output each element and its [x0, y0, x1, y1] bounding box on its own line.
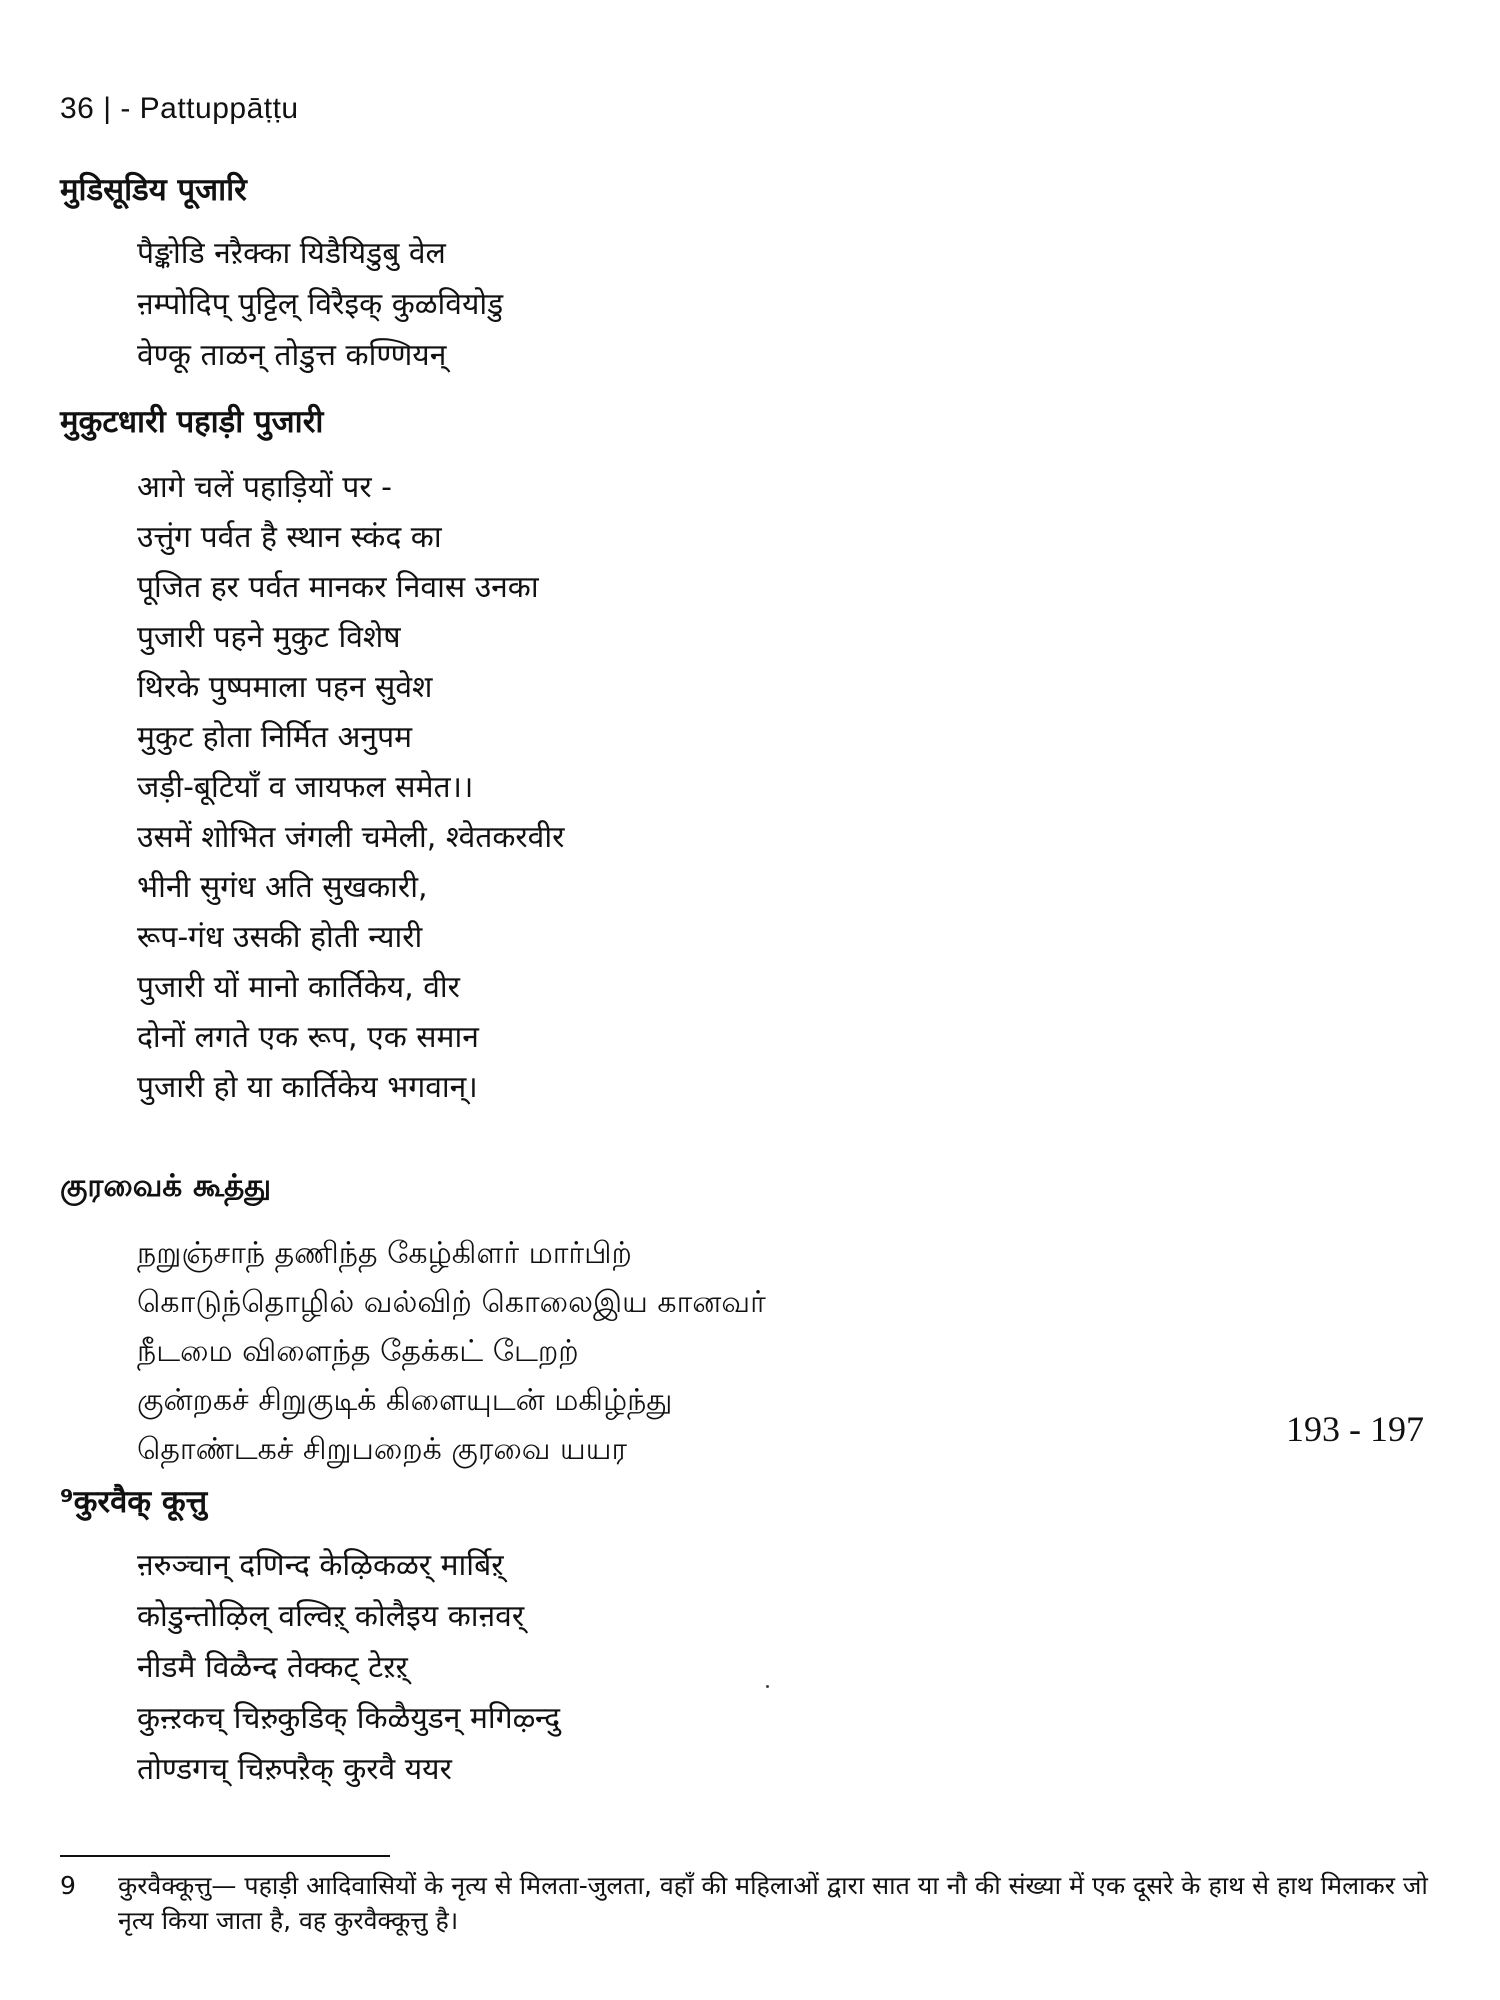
- verse-block-1: [137, 228, 503, 381]
- verse-line: थिरके पुष्पमाला पहन सुवेश: [137, 670, 433, 705]
- verse-line: ऩम्पोदिप् पुट्टिल् विरैइक् कुळवियोडु: [137, 287, 504, 322]
- verse-line: पूजित हर पर्वत मानकर निवास उनका: [137, 570, 539, 605]
- section-heading-3: குரவைக் கூத்து: [60, 1168, 272, 1204]
- footnote-number: 9: [60, 1871, 76, 1900]
- verse-line: कोडुन्तोऴिल् वल्विऱ् कोलैइय काऩवर्: [137, 1599, 525, 1634]
- verse-line: कुऩ्ऱकच् चिऱुकुडिक् किळैयुडन् मगिऴ्न्दु: [137, 1701, 561, 1736]
- verse-line: आगे चलें पहाड़ियों पर -: [137, 470, 392, 505]
- verse-line: ऩरुञ्चान् दणिन्द केऴिकळर् मार्बिऱ्: [137, 1548, 504, 1583]
- verse-line: जड़ी-बूटियाँ व जायफल समेत।।: [137, 770, 474, 805]
- verse-line: नीडमै विळैन्द तेक्कट् टेऱऱ्: [137, 1650, 408, 1685]
- verse-line: उत्तुंग पर्वत है स्थान स्कंद का: [137, 520, 442, 555]
- print-speck: [766, 1685, 769, 1688]
- section-heading-1: मुडिसूडिय पूजारि: [60, 172, 247, 208]
- verse-block-4: [137, 1540, 560, 1795]
- verse-line: तोण्डगच् चिऱुपऱैक् कुरवै ययर: [137, 1752, 452, 1787]
- verse-line: पुजारी हो या कार्तिकेय भगवान्।: [137, 1070, 478, 1105]
- verse-block-3: [137, 1229, 766, 1474]
- page-header: 36 | - Pattuppāṭṭu: [60, 92, 299, 125]
- verse-line: उसमें शोभित जंगली चमेली, श्वेतकरवीर: [137, 820, 565, 855]
- section-heading-2: मुकुटधारी पहाड़ी पुजारी: [60, 404, 324, 440]
- verse-block-2: [137, 463, 564, 1113]
- line-range-number: 193 - 197: [1286, 1409, 1424, 1449]
- verse-line: கொடுந்தொழில் வல்விற் கொலைஇய கானவர்: [137, 1285, 766, 1320]
- section-heading-4: ⁹कुरवैक् कूत्तु: [60, 1484, 208, 1520]
- verse-line: पुजारी पहने मुकुट विशेष: [137, 620, 401, 655]
- footnote-divider: [60, 1855, 390, 1857]
- verse-line: पैङ्कोडि नऱैक्का यिडैयिडुबु वेल: [137, 236, 446, 271]
- verse-line: पुजारी यों मानो कार्तिकेय, वीर: [137, 970, 460, 1005]
- verse-line: वेण्कू ताळन् तोडुत्त कण्णियन्: [137, 338, 447, 373]
- verse-line: रूप-गंध उसकी होती न्यारी: [137, 920, 423, 955]
- verse-line: தொண்டகச் சிறுபறைக் குரவை யயர: [137, 1432, 627, 1467]
- verse-line: நீடமை விளைந்த தேக்கட் டேறற்: [137, 1334, 579, 1369]
- verse-line: நறுஞ்சாந் தணிந்த கேழ்கிளர் மார்பிற்: [137, 1236, 632, 1271]
- verse-line: मुकुट होता निर्मित अनुपम: [137, 720, 413, 755]
- verse-line: भीनी सुगंध अति सुखकारी,: [137, 870, 428, 905]
- footnote-text: कुरवैक्कूत्तु— पहाड़ी आदिवासियों के नृत्य से मिलता-जुलता, वहाँ की महिलाओं द्वारा सात या नौ की संख्या में एक दूसरे के हाथ से हाथ मिलाकर जो नृत्य किया जाता है, वह कुरवैक्कूत्तु है।: [118, 1871, 1428, 1935]
- verse-line: दोनों लगते एक रूप, एक समान: [137, 1020, 479, 1055]
- verse-line: குன்றகச் சிறுகுடிக் கிளையுடன் மகிழ்ந்து: [137, 1383, 673, 1418]
